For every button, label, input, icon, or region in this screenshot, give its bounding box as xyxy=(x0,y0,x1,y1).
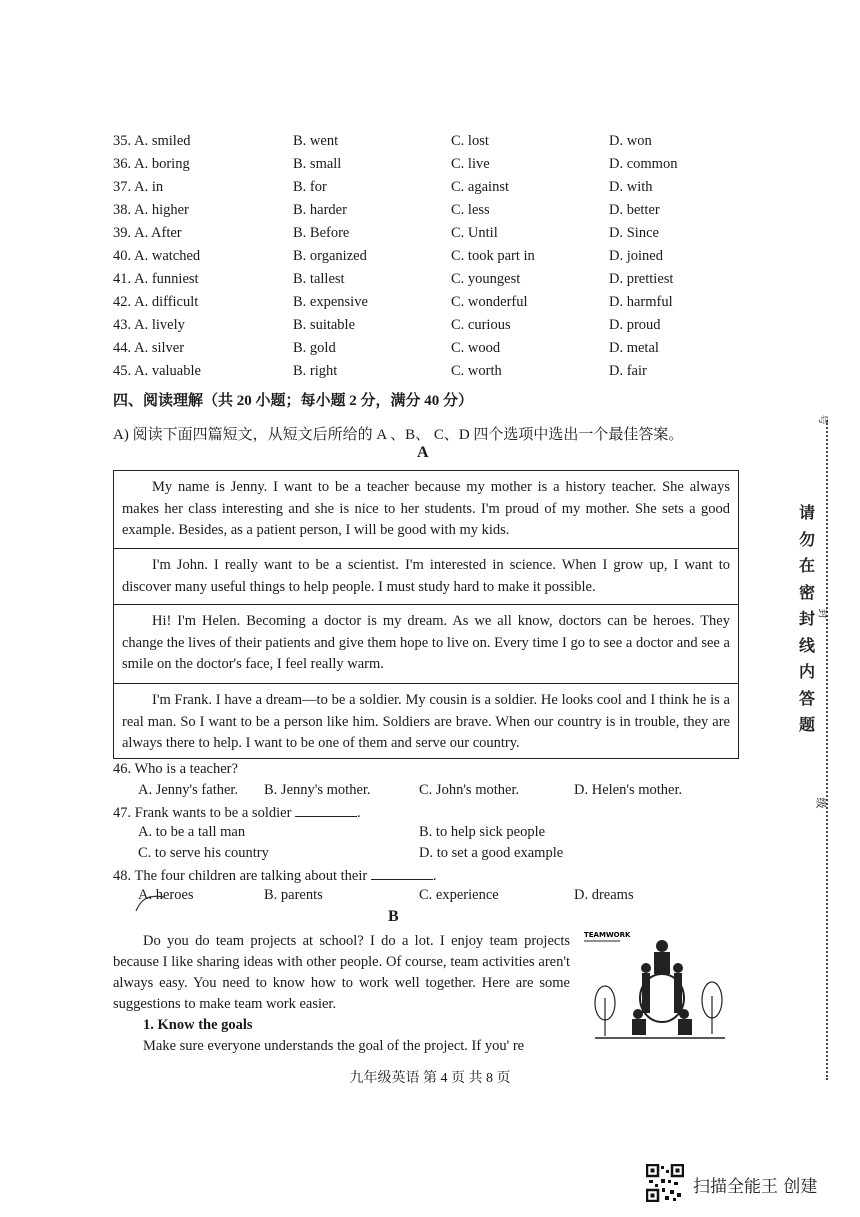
mcq-number: 40. xyxy=(113,248,132,264)
mcq-option-a xyxy=(113,179,163,196)
mcq-option-b: B. Before xyxy=(293,225,350,241)
mcq-option-a xyxy=(113,133,191,150)
mcq-option-d: D. with xyxy=(609,179,653,195)
question-47-option-c: C. to serve his country xyxy=(138,845,269,861)
binding-dotted-line xyxy=(826,420,828,1080)
mcq-option-a-text: A. smiled xyxy=(134,133,191,149)
binding-line-warning xyxy=(797,500,817,739)
question-46-option-c: C. John's mother. xyxy=(419,782,520,798)
mcq-option-a xyxy=(113,363,201,380)
mcq-row xyxy=(113,294,733,317)
mcq-row xyxy=(113,248,733,271)
mcq-option-a xyxy=(113,294,198,311)
mcq-option-a xyxy=(113,225,182,242)
mcq-number: 42. xyxy=(113,294,132,310)
mcq-option-d: D. fair xyxy=(609,363,647,379)
mcq-number: 41. xyxy=(113,271,132,287)
passage-a-box-helen xyxy=(113,604,739,684)
passage-b-text xyxy=(113,931,570,1057)
section-instruction: A) 阅读下面四篇短文，从短文后所给的 A 、B、 C、D 四个选项中选出一个最佳答案。 xyxy=(113,427,684,443)
mcq-row xyxy=(113,179,733,202)
mcq-option-b: B. suitable xyxy=(293,317,356,333)
side-char: 线 xyxy=(798,635,815,655)
mcq-row xyxy=(113,133,733,156)
passage-a-box-frank xyxy=(113,683,739,759)
mcq-option-a-text: A. watched xyxy=(134,248,201,264)
mcq-option-b: B. expensive xyxy=(293,294,368,310)
answer-blank xyxy=(371,866,433,880)
side-char: 题 xyxy=(798,715,815,734)
mcq-option-c: C. lost xyxy=(451,133,489,149)
mcq-number: 44. xyxy=(113,340,132,356)
passage-b-line: Make sure everyone understands the goal of the project. If you' re xyxy=(143,1038,525,1054)
mcq-option-c: C. Until xyxy=(451,225,498,241)
side-mark-bottom: 级 xyxy=(814,797,828,809)
mcq-option-d: D. proud xyxy=(609,317,661,333)
passage-b-letter: B xyxy=(388,908,399,925)
question-46-stem: 46. Who is a teacher? xyxy=(113,761,238,777)
mcq-option-c: C. wonderful xyxy=(451,294,528,310)
mcq-number: 45. xyxy=(113,363,132,379)
mcq-option-c: C. against xyxy=(451,179,509,195)
mcq-option-b: B. for xyxy=(293,179,327,195)
side-char: 封 xyxy=(798,609,815,628)
question-48-end: . xyxy=(432,868,437,884)
side-char: 勿 xyxy=(798,529,815,549)
passage-text: I'm John. I really want to be a scientist. I'm interested in science. When I grow up, I want to discover many useful things to help people. I must study hard to make it possible. xyxy=(122,557,730,595)
scanner-watermark: 扫描全能王 创建 xyxy=(693,1177,818,1197)
question-47-stem xyxy=(113,803,361,822)
mcq-row xyxy=(113,317,733,340)
mcq-option-a-text: A. silver xyxy=(134,340,185,356)
passage-text: Hi! I'm Helen. Becoming a doctor is my dream. As we all know, doctors can be heroes. They change the lives of their patients and give them hope to live on. Every time I go to see a doctor and see a smile on the doctor's face, I feel really warm. xyxy=(122,613,730,672)
mcq-option-b: B. right xyxy=(293,363,338,379)
question-47-option-b: B. to help sick people xyxy=(419,824,546,840)
mcq-option-a xyxy=(113,317,185,334)
mcq-option-c: C. took part in xyxy=(451,248,535,264)
question-48-text: 48. The four children are talking about their xyxy=(113,868,368,884)
side-char: 请 xyxy=(798,503,815,522)
mcq-option-b: B. harder xyxy=(293,202,347,218)
mcq-option-c: C. youngest xyxy=(451,271,521,287)
mcq-option-c: C. worth xyxy=(451,363,502,379)
mcq-option-c: C. wood xyxy=(451,340,501,356)
passage-text: My name is Jenny. I want to be a teacher because my mother is a history teacher. She always makes her class interesting and she is nice to her students. I'm proud of my mother. She sets a good example. Besides, as a patient person, I will be good with my kids. xyxy=(122,479,730,538)
side-char: 答 xyxy=(798,688,815,708)
mcq-option-a xyxy=(113,156,190,173)
side-mark-mid: 封 xyxy=(816,608,828,619)
mcq-option-d: D. common xyxy=(609,156,678,172)
question-47-option-d: D. to set a good example xyxy=(419,845,564,861)
mcq-option-a-text: A. valuable xyxy=(134,363,201,379)
question-47-option-a: A. to be a tall man xyxy=(138,824,246,840)
mcq-row xyxy=(113,156,733,179)
side-char: 内 xyxy=(798,662,815,681)
mcq-option-a-text: A. lively xyxy=(134,317,185,333)
mcq-option-a xyxy=(113,271,199,288)
question-47-text: 47. Frank wants to be a soldier xyxy=(113,805,292,821)
passage-b-heading: 1. Know the goals xyxy=(143,1017,253,1033)
mcq-option-a-text: A. boring xyxy=(134,156,190,172)
teamwork-label: TEAMWORK xyxy=(584,931,631,939)
mcq-option-a-text: A. higher xyxy=(134,202,189,218)
mcq-option-b: B. tallest xyxy=(293,271,345,287)
page-footer: 九年级英语 第 4 页 共 8 页 xyxy=(349,1071,511,1086)
side-char: 密 xyxy=(798,582,815,602)
mcq-number: 36. xyxy=(113,156,132,172)
mcq-option-a xyxy=(113,248,200,265)
mcq-option-a-text: A. difficult xyxy=(134,294,199,310)
mcq-option-a-text: A. funniest xyxy=(134,271,199,287)
side-mark-top: 号 xyxy=(816,414,828,425)
side-char: 在 xyxy=(798,556,815,575)
mcq-option-c: C. live xyxy=(451,156,490,172)
mcq-option-d: D. joined xyxy=(609,248,663,264)
passage-a-letter: A xyxy=(417,444,429,461)
mcq-option-d: D. better xyxy=(609,202,660,218)
mcq-option-d: D. prettiest xyxy=(609,271,674,287)
question-47-end: . xyxy=(357,805,361,821)
mcq-option-b: B. went xyxy=(293,133,339,149)
mcq-option-a-text: A. in xyxy=(134,179,164,195)
mcq-row xyxy=(113,225,733,248)
mcq-option-d: D. metal xyxy=(609,340,659,356)
answer-blank xyxy=(295,803,357,817)
qr-code-icon xyxy=(646,1164,684,1202)
mcq-option-a xyxy=(113,340,184,357)
passage-text: I'm Frank. I have a dream—to be a soldier. My cousin is a soldier. He looks cool and I think he is a real man. So I want to be a person like him. Soldiers are brave. When our country is in trouble, they are always there to help. I want to be one of them and serve our country. xyxy=(122,692,730,751)
mcq-number: 35. xyxy=(113,133,132,149)
mcq-option-b: B. organized xyxy=(293,248,367,264)
mcq-option-a-text: A. After xyxy=(134,225,182,241)
question-48-option-b: B. parents xyxy=(264,887,323,903)
mcq-option-a xyxy=(113,202,189,219)
mcq-option-d: D. won xyxy=(609,133,652,149)
question-48-option-d: D. dreams xyxy=(574,887,634,903)
question-46-option-a: A. Jenny's father. xyxy=(138,782,239,798)
mcq-option-b: B. small xyxy=(293,156,342,172)
mcq-number: 39. xyxy=(113,225,132,241)
mcq-row xyxy=(113,271,733,294)
mcq-option-d: D. harmful xyxy=(609,294,673,310)
passage-a-box-jenny xyxy=(113,470,739,549)
mcq-number: 37. xyxy=(113,179,132,195)
question-46-option-d: D. Helen's mother. xyxy=(574,782,683,798)
mcq-option-c: C. curious xyxy=(451,317,511,333)
passage-a-box-john xyxy=(113,548,739,605)
mcq-number: 43. xyxy=(113,317,132,333)
passage-b-intro: Do you do team projects at school? I do a lot. I enjoy team projects because I like sharing ideas with other people. Of course, team activities aren't always easy. You need to know how to work well together. Here are some suggestions to make team work easier. xyxy=(113,933,570,1012)
mcq-option-c: C. less xyxy=(451,202,490,218)
question-48-stem xyxy=(113,866,436,885)
pen-mark xyxy=(134,893,168,915)
mcq-row xyxy=(113,340,733,363)
mcq-option-b: B. gold xyxy=(293,340,336,356)
mcq-row xyxy=(113,363,733,386)
question-46-option-b: B. Jenny's mother. xyxy=(264,782,371,798)
mcq-number: 38. xyxy=(113,202,132,218)
mcq-option-d: D. Since xyxy=(609,225,659,241)
teamwork-illustration xyxy=(580,928,730,1048)
question-48-option-c: C. experience xyxy=(419,887,499,903)
question-48-option-a: A. heroes xyxy=(138,887,194,903)
section-title: 四、阅读理解（共 20 小题；每小题 2 分，满分 40 分） xyxy=(113,393,474,409)
mcq-row xyxy=(113,202,733,225)
